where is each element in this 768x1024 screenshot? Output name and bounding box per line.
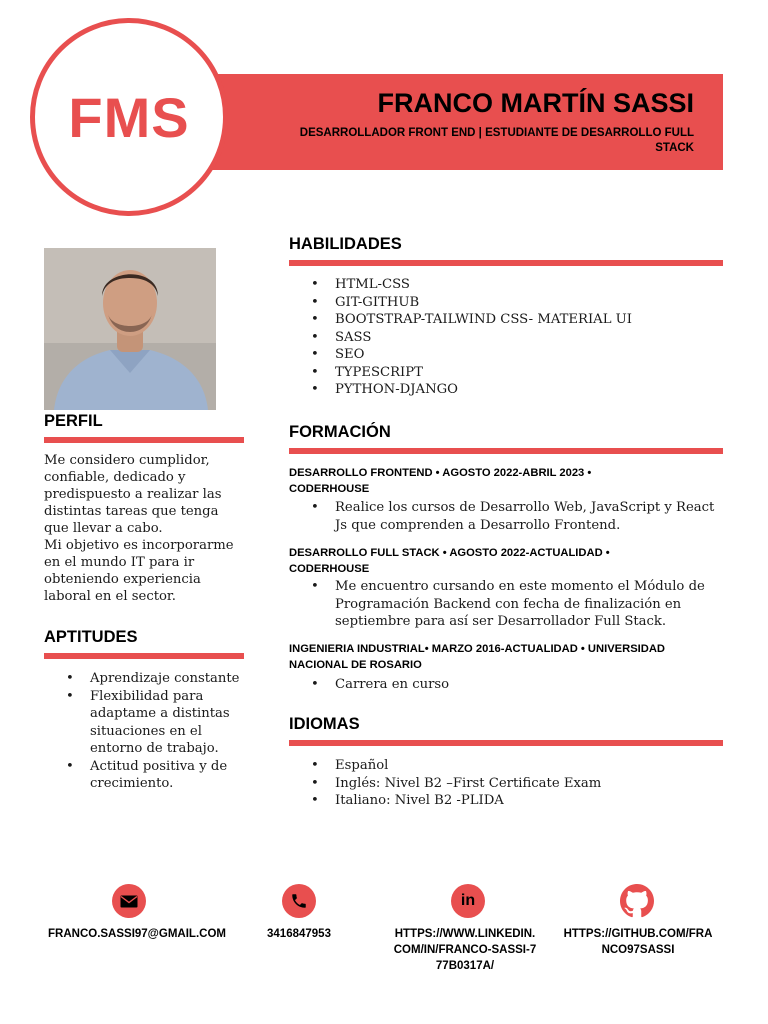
github-icon xyxy=(620,884,654,918)
perfil-paragraph-1: Me considero cumplidor, confiable, dedicado y predispuesto a realizar las distintas tareas que tenga que llevar a cabo. xyxy=(44,453,222,536)
list-item: • Español xyxy=(289,757,723,775)
habilidades-list xyxy=(289,276,723,399)
perfil-title: PERFIL xyxy=(44,412,103,430)
formacion-heading-3: INGENIERIA INDUSTRIAL• MARZO 2016-ACTUALIDAD • UNIVERSIDAD NACIONAL DE ROSARIO xyxy=(289,643,666,671)
logo-text: FMS xyxy=(68,85,190,149)
list-item: • BOOTSTRAP-TAILWIND CSS- MATERIAL UI xyxy=(289,311,723,329)
list-item: • Actitud positiva y de crecimiento. xyxy=(44,758,244,793)
phone-icon xyxy=(282,884,316,918)
contact-linkedin[interactable]: HTTPS://WWW.LINKEDIN.COM/IN/FRANCO-SASSI-777B0317A/ xyxy=(393,928,537,972)
envelope-icon xyxy=(112,884,146,918)
perfil-rule xyxy=(44,437,244,443)
list-item: • Realice los cursos de Desarrollo Web, JavaScript y React Js que comprenden a Desarrollo Frontend. xyxy=(289,499,723,534)
habilidades-title: HABILIDADES xyxy=(289,235,402,253)
formacion-heading-1: DESARROLLO FRONTEND • AGOSTO 2022-ABRIL 2023 • CODERHOUSE xyxy=(289,467,592,495)
list-item: • Italiano: Nivel B2 -PLIDA xyxy=(289,792,723,810)
logo-monogram xyxy=(30,18,228,216)
formacion-rule xyxy=(289,448,723,454)
formacion-detail-list-1 xyxy=(289,499,723,534)
list-item: • Aprendizaje constante xyxy=(44,670,244,688)
contact-phone[interactable]: 3416847953 xyxy=(267,928,331,940)
formacion-detail-list-3 xyxy=(289,676,723,694)
perfil-paragraph-2: Mi objetivo es incorporarme en el mundo IT para ir obteniendo experiencia laboral en el sector. xyxy=(44,538,234,604)
list-item: • Inglés: Nivel B2 –First Certificate Exam xyxy=(289,775,723,793)
formacion-title: FORMACIÓN xyxy=(289,423,391,441)
contact-github[interactable]: HTTPS://GITHUB.COM/FRANCO97SASSI xyxy=(563,928,713,956)
profile-photo xyxy=(44,248,216,410)
candidate-name: FRANCO MARTÍN SASSI xyxy=(377,88,694,118)
idiomas-list xyxy=(289,757,723,810)
contact-email[interactable]: FRANCO.SASSI97@GMAIL.COM xyxy=(48,928,226,940)
aptitudes-title: APTITUDES xyxy=(44,628,138,646)
aptitudes-rule xyxy=(44,653,244,659)
formacion-detail-list-2 xyxy=(289,578,723,631)
list-item: • Carrera en curso xyxy=(289,676,723,694)
formacion-heading-2: DESARROLLO FULL STACK • AGOSTO 2022-ACTUALIDAD • CODERHOUSE xyxy=(289,547,610,575)
candidate-subtitle: DESARROLLADOR FRONT END | ESTUDIANTE DE DESARROLLO FULL STACK xyxy=(299,127,694,154)
list-item: • PYTHON-DJANGO xyxy=(289,381,723,399)
habilidades-rule xyxy=(289,260,723,266)
list-item: • Flexibilidad para adaptame a distintas situaciones en el entorno de trabajo. xyxy=(44,688,244,758)
list-item: • GIT-GITHUB xyxy=(289,294,723,312)
list-item: • Me encuentro cursando en este momento el Módulo de Programación Backend con fecha de finalización en septiembre para así ser Desarrollador Full Stack. xyxy=(289,578,723,631)
list-item: • TYPESCRIPT xyxy=(289,364,723,382)
idiomas-title: IDIOMAS xyxy=(289,715,360,733)
aptitudes-list xyxy=(44,670,244,793)
idiomas-rule xyxy=(289,740,723,746)
list-item: • SASS xyxy=(289,329,723,347)
list-item: • SEO xyxy=(289,346,723,364)
perfil-text xyxy=(44,452,246,605)
list-item: • HTML-CSS xyxy=(289,276,723,294)
linkedin-icon: in xyxy=(451,884,485,918)
